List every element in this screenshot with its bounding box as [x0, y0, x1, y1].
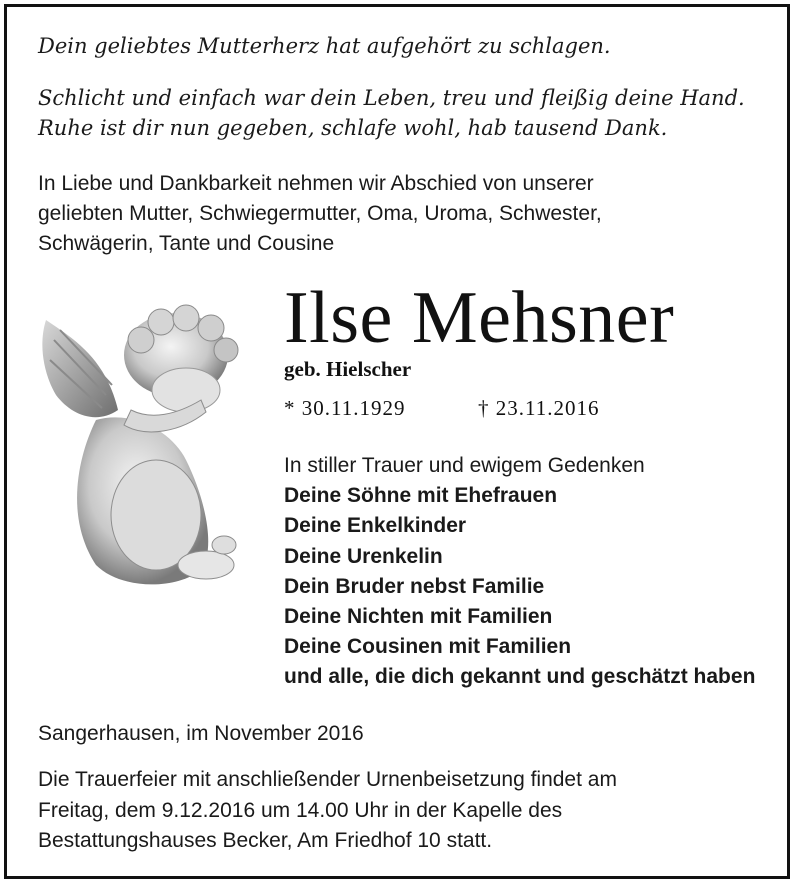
poem-line-2: Schlicht und einfach war dein Leben, treu und fleißig deine Hand. — [38, 86, 745, 110]
deceased-name: Ilse Mehsner — [284, 277, 675, 359]
mourner-line: Deine Nichten mit Familien — [284, 605, 553, 628]
intro-line-2: geliebten Mutter, Schwiegermutter, Oma, Uroma, Schwester, — [38, 202, 602, 225]
intro-line-1: In Liebe und Dankbarkeit nehmen wir Abschied von unserer — [38, 172, 594, 195]
mourner-line: Dein Bruder nebst Familie — [284, 575, 545, 598]
mourners-heading: In stiller Trauer und ewigem Gedenken — [284, 454, 645, 477]
funeral-line-3: Bestattungshauses Becker, Am Friedhof 10 statt. — [38, 829, 493, 852]
maiden-name: geb. Hielscher — [284, 357, 412, 381]
funeral-line-1: Die Trauerfeier mit anschließender Urnenbeisetzung findet am — [38, 768, 617, 791]
mourner-line: Deine Söhne mit Ehefrauen — [284, 484, 558, 507]
death-date: † 23.11.2016 — [478, 396, 600, 420]
intro-line-3: Schwägerin, Tante und Cousine — [38, 232, 335, 255]
mourner-line: Deine Enkelkinder — [284, 514, 467, 537]
poem-line-1: Dein geliebtes Mutterherz hat aufgehört zu schlagen. — [38, 34, 611, 58]
place-date: Sangerhausen, im November 2016 — [38, 722, 364, 745]
poem-line-3: Ruhe ist dir nun gegeben, schlafe wohl, hab tausend Dank. — [38, 116, 668, 140]
mourner-line: und alle, die dich gekannt und geschätzt haben — [284, 665, 756, 688]
birth-date: * 30.11.1929 — [284, 396, 406, 420]
mourner-line: Deine Cousinen mit Familien — [284, 635, 572, 658]
cherub-angel-image — [36, 300, 251, 600]
mourner-line: Deine Urenkelin — [284, 545, 443, 568]
funeral-line-2: Freitag, dem 9.12.2016 um 14.00 Uhr in der Kapelle des — [38, 799, 563, 822]
